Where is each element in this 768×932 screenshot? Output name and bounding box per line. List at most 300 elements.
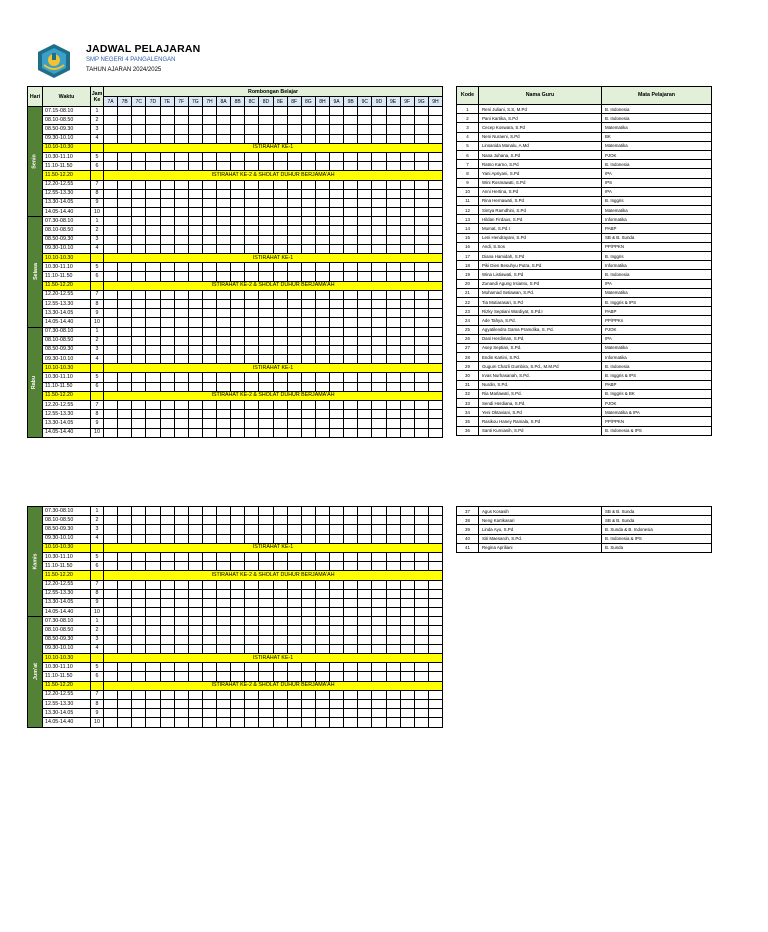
schedule-cell [330, 598, 344, 607]
schedule-cell [188, 116, 202, 125]
table-row [28, 152, 443, 161]
time-cell: 08.50-09.30 [43, 525, 91, 534]
schedule-cell [217, 626, 231, 635]
teacher-row [457, 307, 712, 316]
teacher-code: 27 [457, 343, 479, 352]
schedule-cell [188, 552, 202, 561]
schedule-cell [400, 718, 414, 727]
break-label: ISTIRAHAT KE-1 [104, 364, 443, 373]
schedule-cell [118, 709, 132, 718]
schedule-cell [160, 718, 174, 727]
schedule-cell [400, 290, 414, 299]
schedule-cell [160, 198, 174, 207]
schedule-cell [217, 263, 231, 272]
schedule-cell [287, 690, 301, 699]
teacher-subject: B. Sunda [602, 543, 712, 552]
schedule-cell [188, 217, 202, 226]
schedule-cell [245, 507, 259, 516]
schedule-cell [400, 162, 414, 171]
schedule-cell [386, 272, 400, 281]
schedule-cell [344, 617, 358, 626]
schedule-cell [287, 299, 301, 308]
jam-cell: 1 [91, 617, 104, 626]
schedule-cell [146, 690, 160, 699]
schedule-cell [428, 208, 442, 217]
time-cell: 07.30-08.10 [43, 327, 91, 336]
teacher-row [457, 525, 712, 534]
schedule-cell [160, 516, 174, 525]
schedule-cell [428, 198, 442, 207]
time-cell: 11.10-11.50 [43, 672, 91, 681]
schedule-cell [330, 626, 344, 635]
schedule-cell [386, 299, 400, 308]
schedule-cell [287, 226, 301, 235]
schedule-cell [287, 562, 301, 571]
schedule-cell [400, 272, 414, 281]
schedule-cell [188, 345, 202, 354]
schedule-cell [330, 299, 344, 308]
schedule-cell [358, 116, 372, 125]
schedule-cell [358, 598, 372, 607]
break-label: ISTIRAHAT KE-1 [104, 654, 443, 663]
schedule-cell [344, 134, 358, 143]
schedule-cell [118, 208, 132, 217]
jam-cell: 1 [91, 507, 104, 516]
teacher-name: Reni Juliani, S.S, M.Pd [479, 105, 602, 114]
schedule-cell [188, 617, 202, 626]
schedule-cell [245, 125, 259, 134]
schedule-cell [202, 525, 216, 534]
table-row [28, 644, 443, 653]
schedule-cell [372, 107, 386, 116]
schedule-cell [372, 608, 386, 617]
schedule-cell [146, 162, 160, 171]
schedule-cell [358, 318, 372, 327]
schedule-cell [174, 208, 188, 217]
schedule-cell [358, 290, 372, 299]
schedule-cell [104, 208, 118, 217]
class-header: 8C [245, 97, 259, 107]
class-header: 7C [132, 97, 146, 107]
schedule-cell [400, 382, 414, 391]
schedule-cell [259, 152, 273, 161]
schedule-cell [386, 345, 400, 354]
schedule-cell [217, 336, 231, 345]
schedule-cell [372, 327, 386, 336]
schedule-cell [259, 217, 273, 226]
schedule-cell [386, 516, 400, 525]
schedule-cell [287, 428, 301, 437]
schedule-cell [386, 562, 400, 571]
schedule-cell [386, 534, 400, 543]
schedule-cell [217, 589, 231, 598]
schedule-cell [231, 626, 245, 635]
schedule-cell [301, 699, 315, 708]
schedule-cell [217, 617, 231, 626]
schedule-cell [174, 318, 188, 327]
teacher-code: 31 [457, 380, 479, 389]
schedule-cell [174, 189, 188, 198]
schedule-cell [202, 299, 216, 308]
schedule-cell [160, 672, 174, 681]
schedule-cell [231, 428, 245, 437]
schedule-cell [231, 598, 245, 607]
schedule-cell [315, 635, 329, 644]
break-label: ISTIRAHAT KE-1 [104, 543, 443, 552]
schedule-cell [414, 626, 428, 635]
schedule-cell [301, 401, 315, 410]
schedule-cell [146, 180, 160, 189]
time-cell: 11.10-11.50 [43, 562, 91, 571]
schedule-cell [259, 290, 273, 299]
teacher-table [456, 86, 712, 436]
schedule-cell [217, 299, 231, 308]
schedule-cell [414, 208, 428, 217]
schedule-cell [400, 428, 414, 437]
schedule-cell [202, 272, 216, 281]
schedule-cell [132, 152, 146, 161]
schedule-cell [217, 562, 231, 571]
schedule-cell [160, 244, 174, 253]
schedule-cell [273, 345, 287, 354]
teacher-code: 3 [457, 123, 479, 132]
schedule-cell [146, 699, 160, 708]
schedule-cell [372, 226, 386, 235]
schedule-cell [400, 419, 414, 428]
time-cell: 11.10-11.50 [43, 272, 91, 281]
schedule-cell [386, 327, 400, 336]
schedule-cell [428, 189, 442, 198]
time-cell: 11.10-11.50 [43, 162, 91, 171]
schedule-cell [400, 644, 414, 653]
schedule-cell [287, 263, 301, 272]
schedule-cell [358, 189, 372, 198]
schedule-cell [104, 525, 118, 534]
schedule-cell [202, 635, 216, 644]
schedule-cell [104, 419, 118, 428]
schedule-cell [287, 419, 301, 428]
schedule-cell [202, 189, 216, 198]
time-cell: 10.10-10.30 [43, 254, 91, 263]
break-row [28, 681, 443, 690]
schedule-header-row [28, 87, 443, 97]
schedule-cell [330, 116, 344, 125]
schedule-cell [330, 507, 344, 516]
schedule-cell [344, 580, 358, 589]
schedule-cell [202, 244, 216, 253]
schedule-cell [344, 635, 358, 644]
schedule-cell [386, 709, 400, 718]
schedule-cell [104, 589, 118, 598]
schedule-cell [217, 373, 231, 382]
schedule-cell [132, 116, 146, 125]
jam-cell: 5 [91, 373, 104, 382]
schedule-cell [259, 516, 273, 525]
schedule-cell [287, 672, 301, 681]
schedule-cell [160, 635, 174, 644]
schedule-cell [301, 134, 315, 143]
schedule-cell [217, 401, 231, 410]
schedule-cell [118, 244, 132, 253]
class-header: 7F [174, 97, 188, 107]
schedule-cell [372, 125, 386, 134]
table-row [28, 663, 443, 672]
schedule-cell [146, 198, 160, 207]
schedule-cell [146, 336, 160, 345]
schedule-cell [301, 373, 315, 382]
schedule-cell [358, 235, 372, 244]
teacher-subject: Matematika & IPA [602, 408, 712, 417]
teacher-subject: IPA [602, 334, 712, 343]
schedule-cell [202, 419, 216, 428]
schedule-cell [174, 690, 188, 699]
schedule-cell [174, 699, 188, 708]
teacher-name: Wini Rosmawati, S.Pd [479, 178, 602, 187]
teacher-name: Dani Herdiman, S.Pd. [479, 334, 602, 343]
schedule-cell [400, 217, 414, 226]
table-row [28, 709, 443, 718]
schedule-cell [118, 152, 132, 161]
schedule-cell [217, 189, 231, 198]
schedule-cell [231, 410, 245, 419]
schedule-cell [428, 152, 442, 161]
schedule-cell [358, 663, 372, 672]
schedule-cell [372, 134, 386, 143]
schedule-cell [414, 562, 428, 571]
schedule-cell [259, 263, 273, 272]
schedule-cell [414, 290, 428, 299]
col-rombel: Rombongan Belajar [104, 87, 443, 97]
schedule-cell [344, 525, 358, 534]
schedule-cell [287, 626, 301, 635]
schedule-cell [160, 626, 174, 635]
time-cell: 14.05-14.40 [43, 318, 91, 327]
schedule-cell [132, 125, 146, 134]
schedule-cell [301, 516, 315, 525]
table-row [28, 410, 443, 419]
schedule-cell [428, 635, 442, 644]
schedule-cell [315, 263, 329, 272]
schedule-cell [315, 401, 329, 410]
schedule-cell [428, 699, 442, 708]
schedule-cell [132, 589, 146, 598]
schedule-cell [358, 107, 372, 116]
teacher-subject: B. Indonesia [602, 160, 712, 169]
schedule-cell [301, 299, 315, 308]
schedule-cell [160, 428, 174, 437]
schedule-cell [301, 382, 315, 391]
schedule-cell [344, 419, 358, 428]
schedule-cell [202, 534, 216, 543]
schedule-cell [259, 382, 273, 391]
schedule-cell [428, 134, 442, 143]
schedule-cell [330, 672, 344, 681]
schedule-cell [118, 672, 132, 681]
schedule-cell [118, 263, 132, 272]
schedule-cell [358, 299, 372, 308]
table-row [28, 373, 443, 382]
schedule-cell [217, 644, 231, 653]
schedule-cell [104, 690, 118, 699]
time-cell: 08.10-08.50 [43, 226, 91, 235]
schedule-cell [386, 208, 400, 217]
schedule-cell [301, 580, 315, 589]
time-cell: 09.30-10.10 [43, 134, 91, 143]
table-row [28, 580, 443, 589]
schedule-cell [330, 644, 344, 653]
jam-cell: 9 [91, 598, 104, 607]
schedule-cell [344, 263, 358, 272]
teacher-code: 5 [457, 141, 479, 150]
schedule-cell [315, 189, 329, 198]
schedule-cell [372, 562, 386, 571]
schedule-cell [174, 608, 188, 617]
schedule-cell [428, 598, 442, 607]
schedule-cell [344, 152, 358, 161]
schedule-cell [301, 709, 315, 718]
class-header: 7D [146, 97, 160, 107]
schedule-cell [358, 152, 372, 161]
schedule-cell [330, 180, 344, 189]
schedule-cell [104, 162, 118, 171]
teacher-name: Rasikou Haney Ramala, S.Pd [479, 417, 602, 426]
jam-cell: 7 [91, 401, 104, 410]
schedule-cell [188, 208, 202, 217]
schedule-cell [287, 401, 301, 410]
schedule-cell [160, 152, 174, 161]
schedule-cell [372, 410, 386, 419]
schedule-cell [202, 562, 216, 571]
schedule-cell [118, 373, 132, 382]
schedule-cell [315, 116, 329, 125]
break-row [28, 571, 443, 580]
schedule-cell [174, 419, 188, 428]
schedule-cell [344, 589, 358, 598]
teacher-row [457, 160, 712, 169]
schedule-cell [400, 345, 414, 354]
schedule-cell [287, 162, 301, 171]
schedule-cell [146, 309, 160, 318]
jam-cell: 6 [91, 672, 104, 681]
schedule-cell [146, 299, 160, 308]
schedule-cell [104, 263, 118, 272]
schedule-cell [414, 516, 428, 525]
jam-cell: 6 [91, 382, 104, 391]
schedule-cell [231, 208, 245, 217]
schedule-cell [146, 617, 160, 626]
schedule-cell [273, 589, 287, 598]
schedule-cell [160, 336, 174, 345]
schedule-cell [104, 116, 118, 125]
schedule-cell [217, 290, 231, 299]
schedule-cell [259, 525, 273, 534]
teacher-name: Muhamad Setiawan, S.Pd. [479, 288, 602, 297]
schedule-cell [104, 226, 118, 235]
schedule-cell [202, 699, 216, 708]
schedule-cell [330, 635, 344, 644]
schedule-cell [358, 718, 372, 727]
schedule-cell [414, 382, 428, 391]
schedule-cell [344, 562, 358, 571]
schedule-cell [245, 699, 259, 708]
schedule-cell [372, 208, 386, 217]
teacher-name: Asep Septian, S.Pd. [479, 343, 602, 352]
time-cell: 12.55-13.30 [43, 299, 91, 308]
schedule-cell [231, 672, 245, 681]
schedule-cell [273, 189, 287, 198]
schedule-cell [372, 626, 386, 635]
teacher-row [457, 353, 712, 362]
schedule-cell [400, 617, 414, 626]
teacher-code: 26 [457, 334, 479, 343]
jam-cell: 8 [91, 410, 104, 419]
schedule-cell [301, 644, 315, 653]
schedule-cell [330, 709, 344, 718]
teacher-name: Siti Maesaroh, S.Pd. [479, 534, 602, 543]
schedule-cell [330, 690, 344, 699]
schedule-cell [330, 125, 344, 134]
schedule-cell [372, 244, 386, 253]
schedule-cell [118, 189, 132, 198]
schedule-cell [202, 598, 216, 607]
schedule-cell [132, 690, 146, 699]
schedule-cell [414, 419, 428, 428]
schedule-cell [132, 401, 146, 410]
schedule-cell [344, 718, 358, 727]
schedule-cell [188, 355, 202, 364]
schedule-cell [188, 107, 202, 116]
jam-cell: 4 [91, 134, 104, 143]
teacher-name: Santi Kurniasih, S.Pd [479, 426, 602, 435]
schedule-cell [315, 690, 329, 699]
schedule-cell [358, 626, 372, 635]
schedule-cell [118, 272, 132, 281]
schedule-cell [400, 690, 414, 699]
schedule-cell [400, 580, 414, 589]
schedule-cell [160, 562, 174, 571]
jam-cell: 6 [91, 162, 104, 171]
schedule-cell [132, 272, 146, 281]
schedule-cell [259, 534, 273, 543]
schedule-cell [259, 345, 273, 354]
schedule-cell [245, 355, 259, 364]
jam-cell [91, 571, 104, 580]
schedule-cell [428, 382, 442, 391]
schedule-cell [174, 507, 188, 516]
schedule-cell [400, 534, 414, 543]
schedule-cell [118, 690, 132, 699]
schedule-cell [231, 718, 245, 727]
schedule-cell [104, 516, 118, 525]
schedule-cell [132, 580, 146, 589]
teacher-row [457, 408, 712, 417]
schedule-cell [287, 198, 301, 207]
schedule-cell [174, 589, 188, 598]
teacher-name: Nana Juhana, S.Pd [479, 150, 602, 159]
schedule-cell [315, 663, 329, 672]
schedule-cell [358, 327, 372, 336]
schedule-cell [428, 608, 442, 617]
schedule-cell [259, 373, 273, 382]
schedule-cell [344, 410, 358, 419]
schedule-cell [132, 507, 146, 516]
schedule-cell [330, 327, 344, 336]
schedule-cell [259, 401, 273, 410]
schedule-cell [273, 507, 287, 516]
schedule-cell [301, 525, 315, 534]
teacher-subject: B. Inggris & BK [602, 389, 712, 398]
schedule-cell [259, 226, 273, 235]
